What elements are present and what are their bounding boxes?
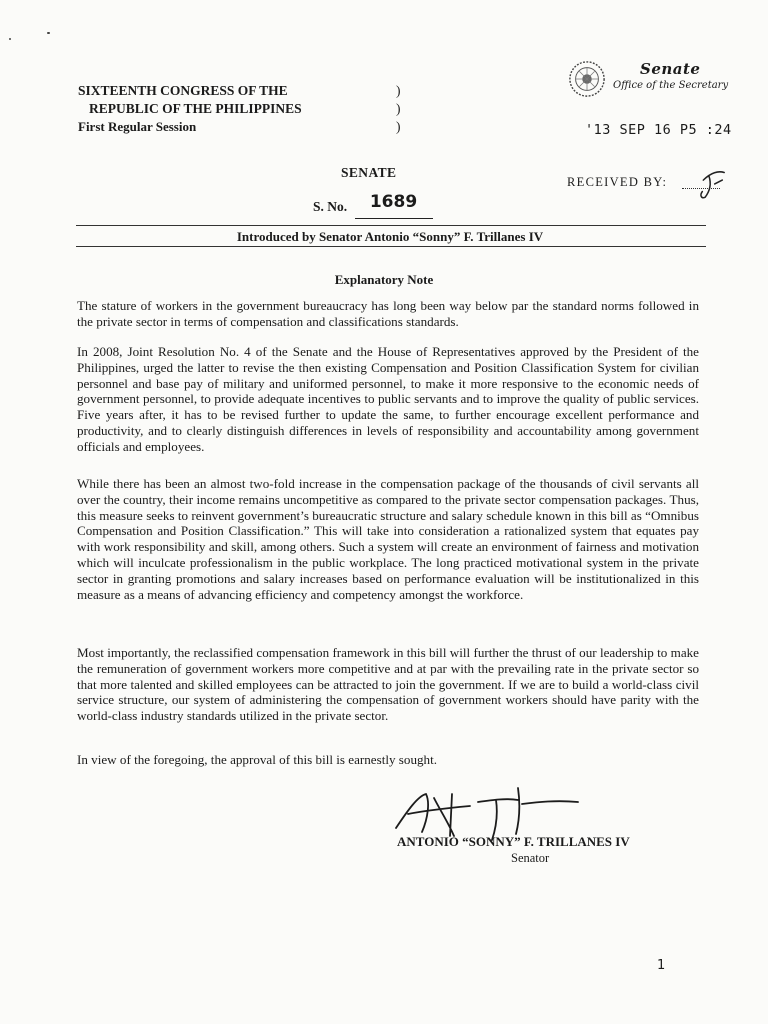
explanatory-note-heading: Explanatory Note [334,272,434,287]
bracket-paren: ) [396,119,401,134]
bill-number [313,192,433,217]
body-paragraph: Most importantly, the reclassified compensation framework in this bill will further the thrust of our leadership to make the remuneration of government workers more competitive and at par with the prevailing rate in the private sector so that more talented and skilled employees can be attracted to join the government. If we are to build a world-class civil service structure, our system of administering the compensation of government workers should have parity with the world-class industry standards utilized in the private sector. [77,645,699,724]
page-number: 1 [657,958,666,973]
scan-speck [47,32,50,34]
body-paragraph: In 2008, Joint Resolution No. 4 of the Senate and the House of Representatives approved by the President of the Philippines, urged the latter to revise the then existing Compensation and Position Classification System for civilian personnel and base pay of military and uniformed personnel, to make it more responsive to the economic needs of government personnel, to provide adequate incentives to public servants and to improve the quality of public services. Five years after, it has to be revised further to update the same, to further encourage excellent performance and productivity, and to clearly distinguish differences in levels of responsibility and accountability among government officials and employees. [77,344,699,454]
bracket-paren: ) [396,101,401,116]
body-paragraph: In view of the foregoing, the approval of this bill is earnestly sought. [77,752,438,767]
handwritten-signature-icon [388,780,598,842]
receiver-initials-icon [690,162,728,202]
congress-header [78,82,302,136]
bill-number-line [355,192,433,219]
stamp-office: Office of the Secretary [613,80,729,91]
congress-line-2: REPUBLIC OF THE PHILIPPINES [89,101,302,116]
divider-line [76,225,706,226]
stamp-date: '13 SEP 16 P5 :24 [585,122,732,138]
chamber-label: SENATE [341,165,397,180]
session-label: First Regular Session [78,119,197,134]
body-paragraph: While there has been an almost two-fold increase in the compensation package of the thousands of civil servants all over the country, their income remains uncompetitive as compared to the private sector compensation packages. Thus, this measure seeks to reinvent government’s bureaucratic structure and salary schedule known in this bill as “Omnibus Compensation and Position Classification.” This will take into consideration a rationalized system that equates pay with work responsibility and skill, among others. Such a system will create an environment of fairness and motivation which will inculcate professionalism in the public workplace. The long practiced motivational system in the private sector in granting promotions and salary increases based on performance evaluation will be institutionalized in this measure as a means of advancing efficiency and competency amongst the workforce. [77,476,699,602]
signatory-name: ANTONIO “SONNY” F. TRILLANES IV [397,834,630,849]
bracket-paren: ) [396,83,401,98]
stamp-title: Senate [640,60,701,78]
signatory-title: Senator [511,851,550,865]
congress-line-1: SIXTEENTH CONGRESS OF THE [78,83,288,98]
scan-speck [9,38,11,40]
senate-seal-icon [568,60,606,98]
bill-number-label: S. No. [313,199,348,214]
divider-line [76,246,706,247]
bill-number-value: 1689 [369,192,418,212]
introduced-by-text: Introduced by Senator Antonio “Sonny” F. Trillanes IV [236,229,544,244]
body-paragraph: The stature of workers in the government bureaucracy has long been way below par the standard norms followed in the private sector in terms of compensation and classifications standards. [77,298,699,329]
introduced-by [0,229,768,245]
received-by-label: RECEIVED BY: [567,175,668,189]
